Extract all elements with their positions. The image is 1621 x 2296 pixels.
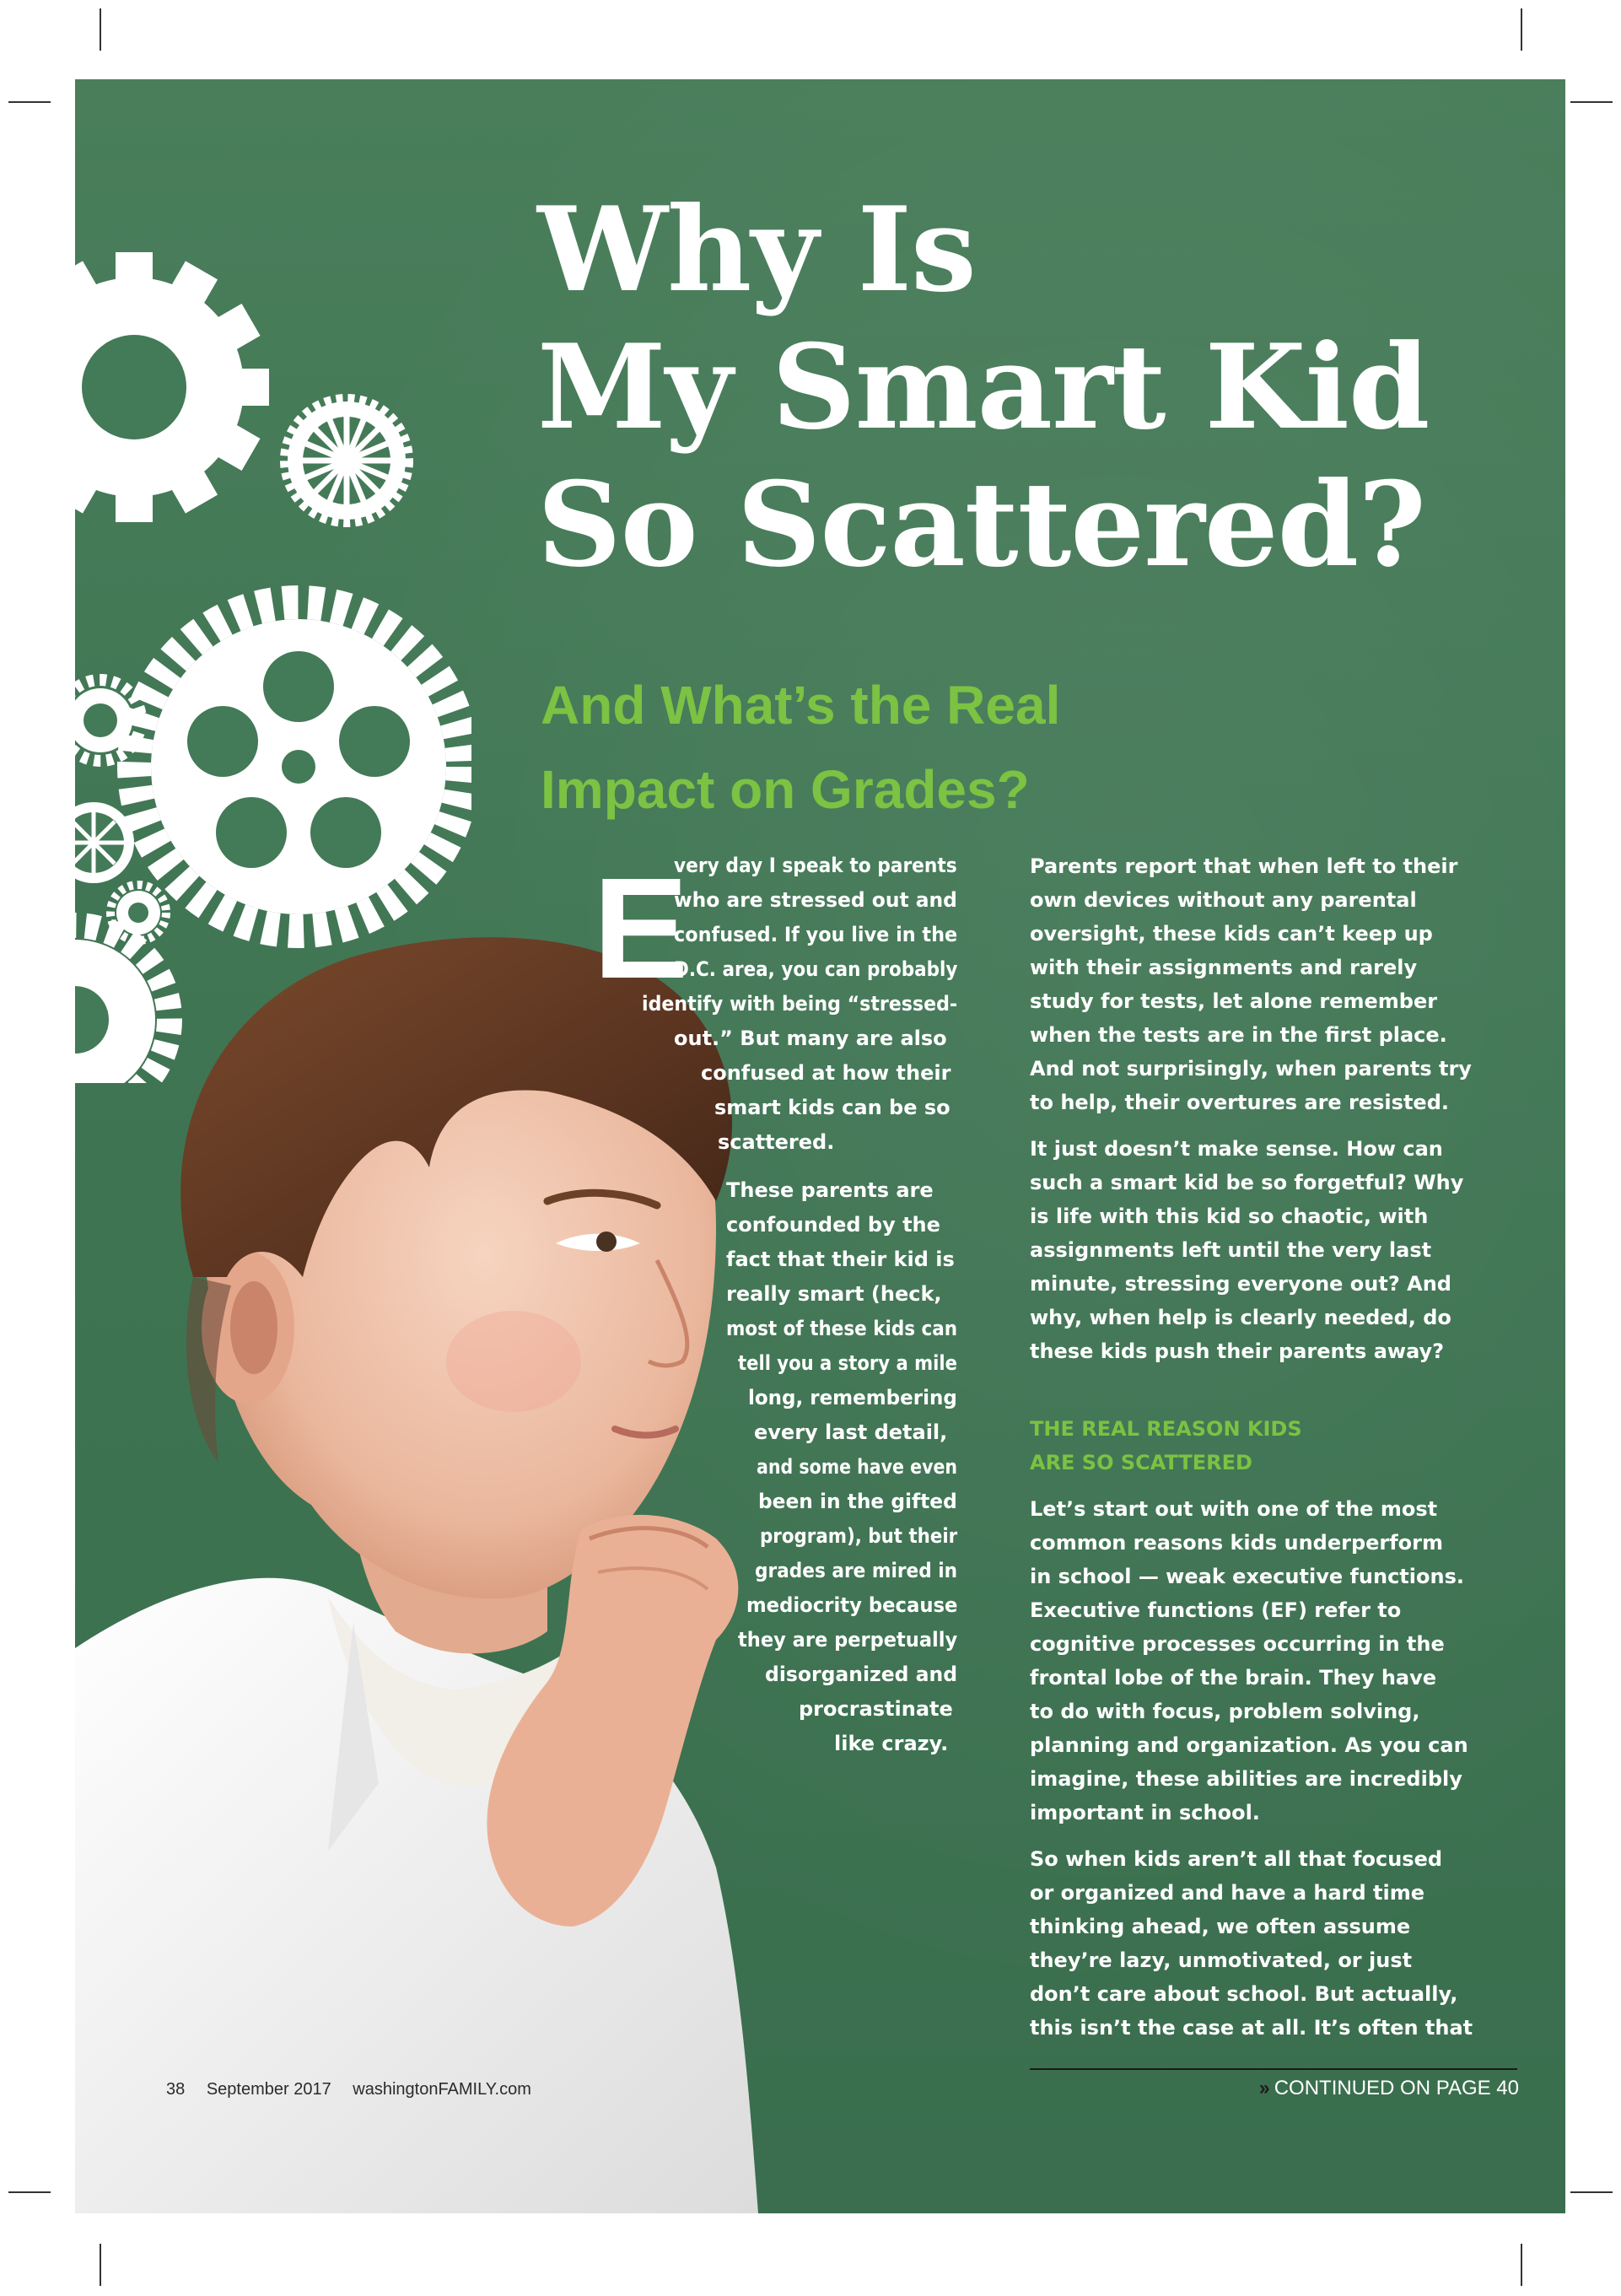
text-line: to help, their overtures are resisted. bbox=[1030, 1091, 1449, 1114]
continued-rule bbox=[1030, 2068, 1517, 2070]
text-line: and some have even bbox=[757, 1455, 958, 1479]
text-line: confused at how their bbox=[701, 1061, 951, 1085]
text-line: out.” But many are also bbox=[674, 1027, 947, 1050]
text-line: scattered. bbox=[718, 1130, 835, 1154]
text-line: It just doesn’t make sense. How can bbox=[1030, 1137, 1443, 1161]
text-line: most of these kids can bbox=[726, 1317, 958, 1340]
continued-note[interactable] bbox=[1030, 2072, 1519, 2105]
text-line: study for tests, let alone remember bbox=[1030, 989, 1438, 1013]
heading-line: ARE SO SCATTERED bbox=[1030, 1451, 1252, 1474]
text-line: procrastinate bbox=[799, 1697, 953, 1721]
subtitle-line: And What’s the Real bbox=[541, 675, 1061, 736]
text-line: And not surprisingly, when parents try bbox=[1030, 1057, 1472, 1081]
text-line: confused. If you live in the bbox=[674, 923, 958, 946]
text-line: very day I speak to parents bbox=[674, 854, 957, 877]
text-line: These parents are bbox=[726, 1178, 934, 1202]
text-line: who are stressed out and bbox=[674, 888, 957, 912]
text-line: disorganized and bbox=[765, 1663, 958, 1686]
text-line: planning and organization. As you can bbox=[1030, 1733, 1468, 1757]
crop-mark bbox=[1521, 2244, 1522, 2286]
text-line: So when kids aren’t all that focused bbox=[1030, 1847, 1443, 1871]
text-line: these kids push their parents away? bbox=[1030, 1339, 1445, 1363]
text-line: such a smart kid be so forgetful? Why bbox=[1030, 1171, 1464, 1194]
text-line: Let’s start out with one of the most bbox=[1030, 1497, 1438, 1521]
article-title bbox=[537, 181, 1549, 593]
magazine-page bbox=[75, 79, 1565, 2213]
text-line: been in the gifted bbox=[758, 1490, 957, 1513]
crop-mark bbox=[100, 2244, 101, 2286]
paragraph bbox=[1030, 1492, 1468, 1830]
continued-label: CONTINUED ON PAGE 40 bbox=[1274, 2077, 1519, 2099]
text-line: or organized and have a hard time bbox=[1030, 1881, 1425, 1905]
chevron-right-icon: ›› bbox=[1258, 2077, 1268, 2099]
crop-mark bbox=[8, 101, 51, 103]
text-line: Executive functions (EF) refer to bbox=[1030, 1598, 1402, 1622]
text-line: cognitive processes occurring in the bbox=[1030, 1632, 1445, 1656]
text-line: oversight, these kids can’t keep up bbox=[1030, 922, 1433, 946]
article-subtitle bbox=[541, 663, 1384, 832]
crop-mark bbox=[100, 8, 101, 51]
crop-mark bbox=[1570, 101, 1613, 103]
text-line: with their assignments and rarely bbox=[1030, 956, 1418, 979]
text-line: they are perpetually bbox=[738, 1628, 958, 1652]
paragraph bbox=[1030, 849, 1472, 1119]
text-line: this isn’t the case at all. It’s often that bbox=[1030, 2016, 1473, 2040]
title-line: So Scattered? bbox=[537, 455, 1425, 593]
text-line: really smart (heck, bbox=[726, 1282, 942, 1306]
text-line: tell you a story a mile bbox=[738, 1351, 957, 1375]
text-line: confounded by the bbox=[726, 1213, 940, 1237]
paragraph bbox=[1030, 1842, 1473, 2045]
gear-icon bbox=[75, 802, 134, 883]
text-line: imagine, these abilities are incredibly bbox=[1030, 1767, 1462, 1791]
text-line: is life with this kid so chaotic, with bbox=[1030, 1205, 1429, 1228]
text-line: every last detail, bbox=[754, 1420, 948, 1444]
crop-mark bbox=[1521, 8, 1522, 51]
text-line: to do with focus, problem solving, bbox=[1030, 1700, 1420, 1723]
text-line: D.C. area, you can probably bbox=[674, 957, 958, 981]
text-line: frontal lobe of the brain. They have bbox=[1030, 1666, 1437, 1690]
text-line: they’re lazy, unmotivated, or just bbox=[1030, 1948, 1413, 1972]
gear-icon bbox=[75, 680, 141, 761]
crop-mark bbox=[8, 2191, 51, 2193]
text-line: like crazy. bbox=[834, 1732, 949, 1755]
gear-icon bbox=[75, 252, 269, 522]
text-line: why, when help is clearly needed, do bbox=[1030, 1306, 1451, 1329]
text-line: identify with being “stressed- bbox=[642, 992, 958, 1016]
text-line: mediocrity because bbox=[746, 1593, 958, 1617]
text-line: don’t care about school. But actually, bbox=[1030, 1982, 1458, 2006]
text-line: in school — weak executive functions. bbox=[1030, 1565, 1464, 1588]
page-footer bbox=[166, 2077, 548, 2102]
text-line: important in school. bbox=[1030, 1801, 1260, 1824]
paragraph bbox=[1030, 1132, 1468, 1368]
title-line: Why Is bbox=[537, 181, 976, 318]
text-line: minute, stressing everyone out? And bbox=[1030, 1272, 1451, 1296]
subtitle-line: Impact on Grades? bbox=[541, 759, 1030, 820]
gear-icon bbox=[284, 398, 409, 523]
crop-mark bbox=[1570, 2191, 1613, 2193]
text-line: thinking ahead, we often assume bbox=[1030, 1915, 1411, 1938]
article-column-2 bbox=[1030, 849, 1473, 2057]
text-line: program), but their bbox=[760, 1524, 958, 1548]
drop-cap: E bbox=[593, 849, 689, 1009]
page-number: 38 bbox=[166, 2080, 186, 2099]
issue-date: September 2017 bbox=[206, 2080, 331, 2099]
text-line: grades are mired in bbox=[755, 1559, 958, 1582]
text-line: own devices without any parental bbox=[1030, 888, 1417, 912]
text-line: when the tests are in the first place. bbox=[1030, 1023, 1447, 1047]
text-line: long, remembering bbox=[748, 1386, 957, 1409]
text-line: fact that their kid is bbox=[726, 1248, 955, 1271]
site-url: washingtonFAMILY.com bbox=[353, 2080, 531, 2099]
text-line: assignments left until the very last bbox=[1030, 1238, 1432, 1262]
text-line: smart kids can be so bbox=[714, 1096, 951, 1119]
gear-icon bbox=[134, 602, 463, 931]
text-line: Parents report that when left to their bbox=[1030, 854, 1458, 878]
title-line: My Smart Kid bbox=[537, 318, 1430, 455]
section-heading bbox=[1030, 1412, 1468, 1479]
text-line: common reasons kids underperform bbox=[1030, 1531, 1444, 1555]
heading-line: THE REAL REASON KIDS bbox=[1030, 1417, 1302, 1441]
